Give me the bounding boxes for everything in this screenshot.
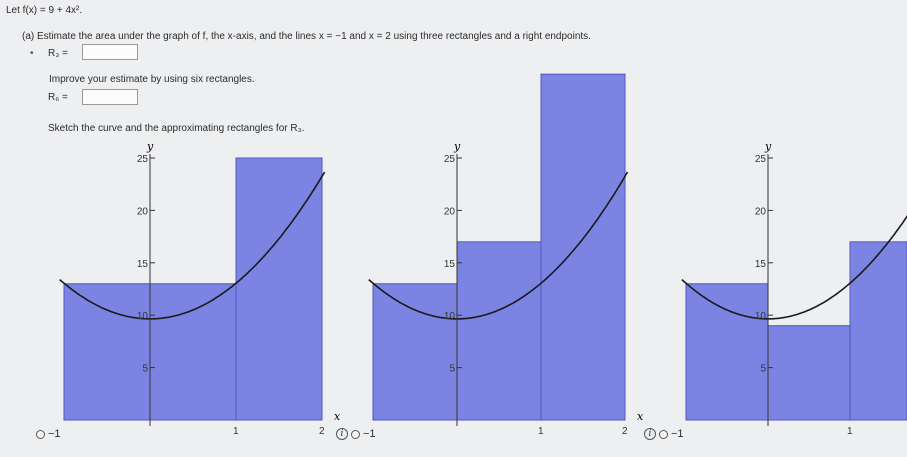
y-tick-label: 5 bbox=[449, 363, 455, 375]
radio-button[interactable] bbox=[659, 430, 668, 439]
y-axis-label: y bbox=[147, 140, 154, 153]
answer-option-3[interactable] bbox=[644, 428, 684, 440]
bullet-icon: • bbox=[30, 48, 34, 59]
radio-label: −1 bbox=[48, 428, 61, 440]
x-tick-label: 1 bbox=[233, 426, 239, 437]
radio-label: −1 bbox=[363, 428, 376, 440]
sketch-text: Sketch the curve and the approximating rectangles for R₃. bbox=[48, 123, 305, 134]
y-tick-label: 25 bbox=[136, 154, 148, 165]
y-tick-label: 10 bbox=[443, 311, 455, 323]
improve-text: Improve your estimate by using six rectangles. bbox=[49, 74, 255, 85]
info-icon[interactable]: i bbox=[644, 428, 656, 440]
y-tick-label: 20 bbox=[136, 206, 148, 218]
approx-rectangle bbox=[768, 326, 850, 420]
y-tick-label: 10 bbox=[136, 311, 148, 323]
y-tick-label: 20 bbox=[443, 206, 455, 218]
part-a-text: (a) Estimate the area under the graph of f, the x-axis, and the lines x = −1 and x = 2 using three rectangles and a right endpoints. bbox=[22, 31, 591, 42]
y-tick-label: 5 bbox=[760, 363, 766, 375]
y-tick-label: 25 bbox=[754, 154, 766, 165]
y-axis-label: y bbox=[454, 140, 461, 153]
info-icon[interactable]: i bbox=[336, 428, 348, 440]
x-tick-label: 2 bbox=[622, 426, 628, 437]
approx-rectangle bbox=[686, 284, 768, 420]
x-axis-label: x bbox=[637, 410, 644, 423]
y-tick-label: 15 bbox=[754, 258, 766, 270]
r3-label: R₃ = bbox=[48, 48, 68, 59]
y-tick-label: 5 bbox=[142, 363, 148, 375]
radio-label: −1 bbox=[671, 428, 684, 440]
x-tick-label: 2 bbox=[319, 426, 325, 437]
y-tick-label: 15 bbox=[443, 258, 455, 270]
y-tick-label: 10 bbox=[754, 311, 766, 323]
problem-header: Let f(x) = 9 + 4x². bbox=[6, 5, 83, 16]
x-axis-label: x bbox=[334, 410, 341, 423]
y-axis-label: y bbox=[765, 140, 772, 153]
y-tick-label: 25 bbox=[443, 154, 455, 165]
r6-label: R₆ = bbox=[48, 92, 68, 103]
approx-rectangle bbox=[850, 242, 907, 420]
y-tick-label: 20 bbox=[754, 206, 766, 218]
x-tick-label: 1 bbox=[538, 426, 544, 437]
y-tick-label: 15 bbox=[136, 258, 148, 270]
x-tick-label: 1 bbox=[847, 426, 853, 437]
